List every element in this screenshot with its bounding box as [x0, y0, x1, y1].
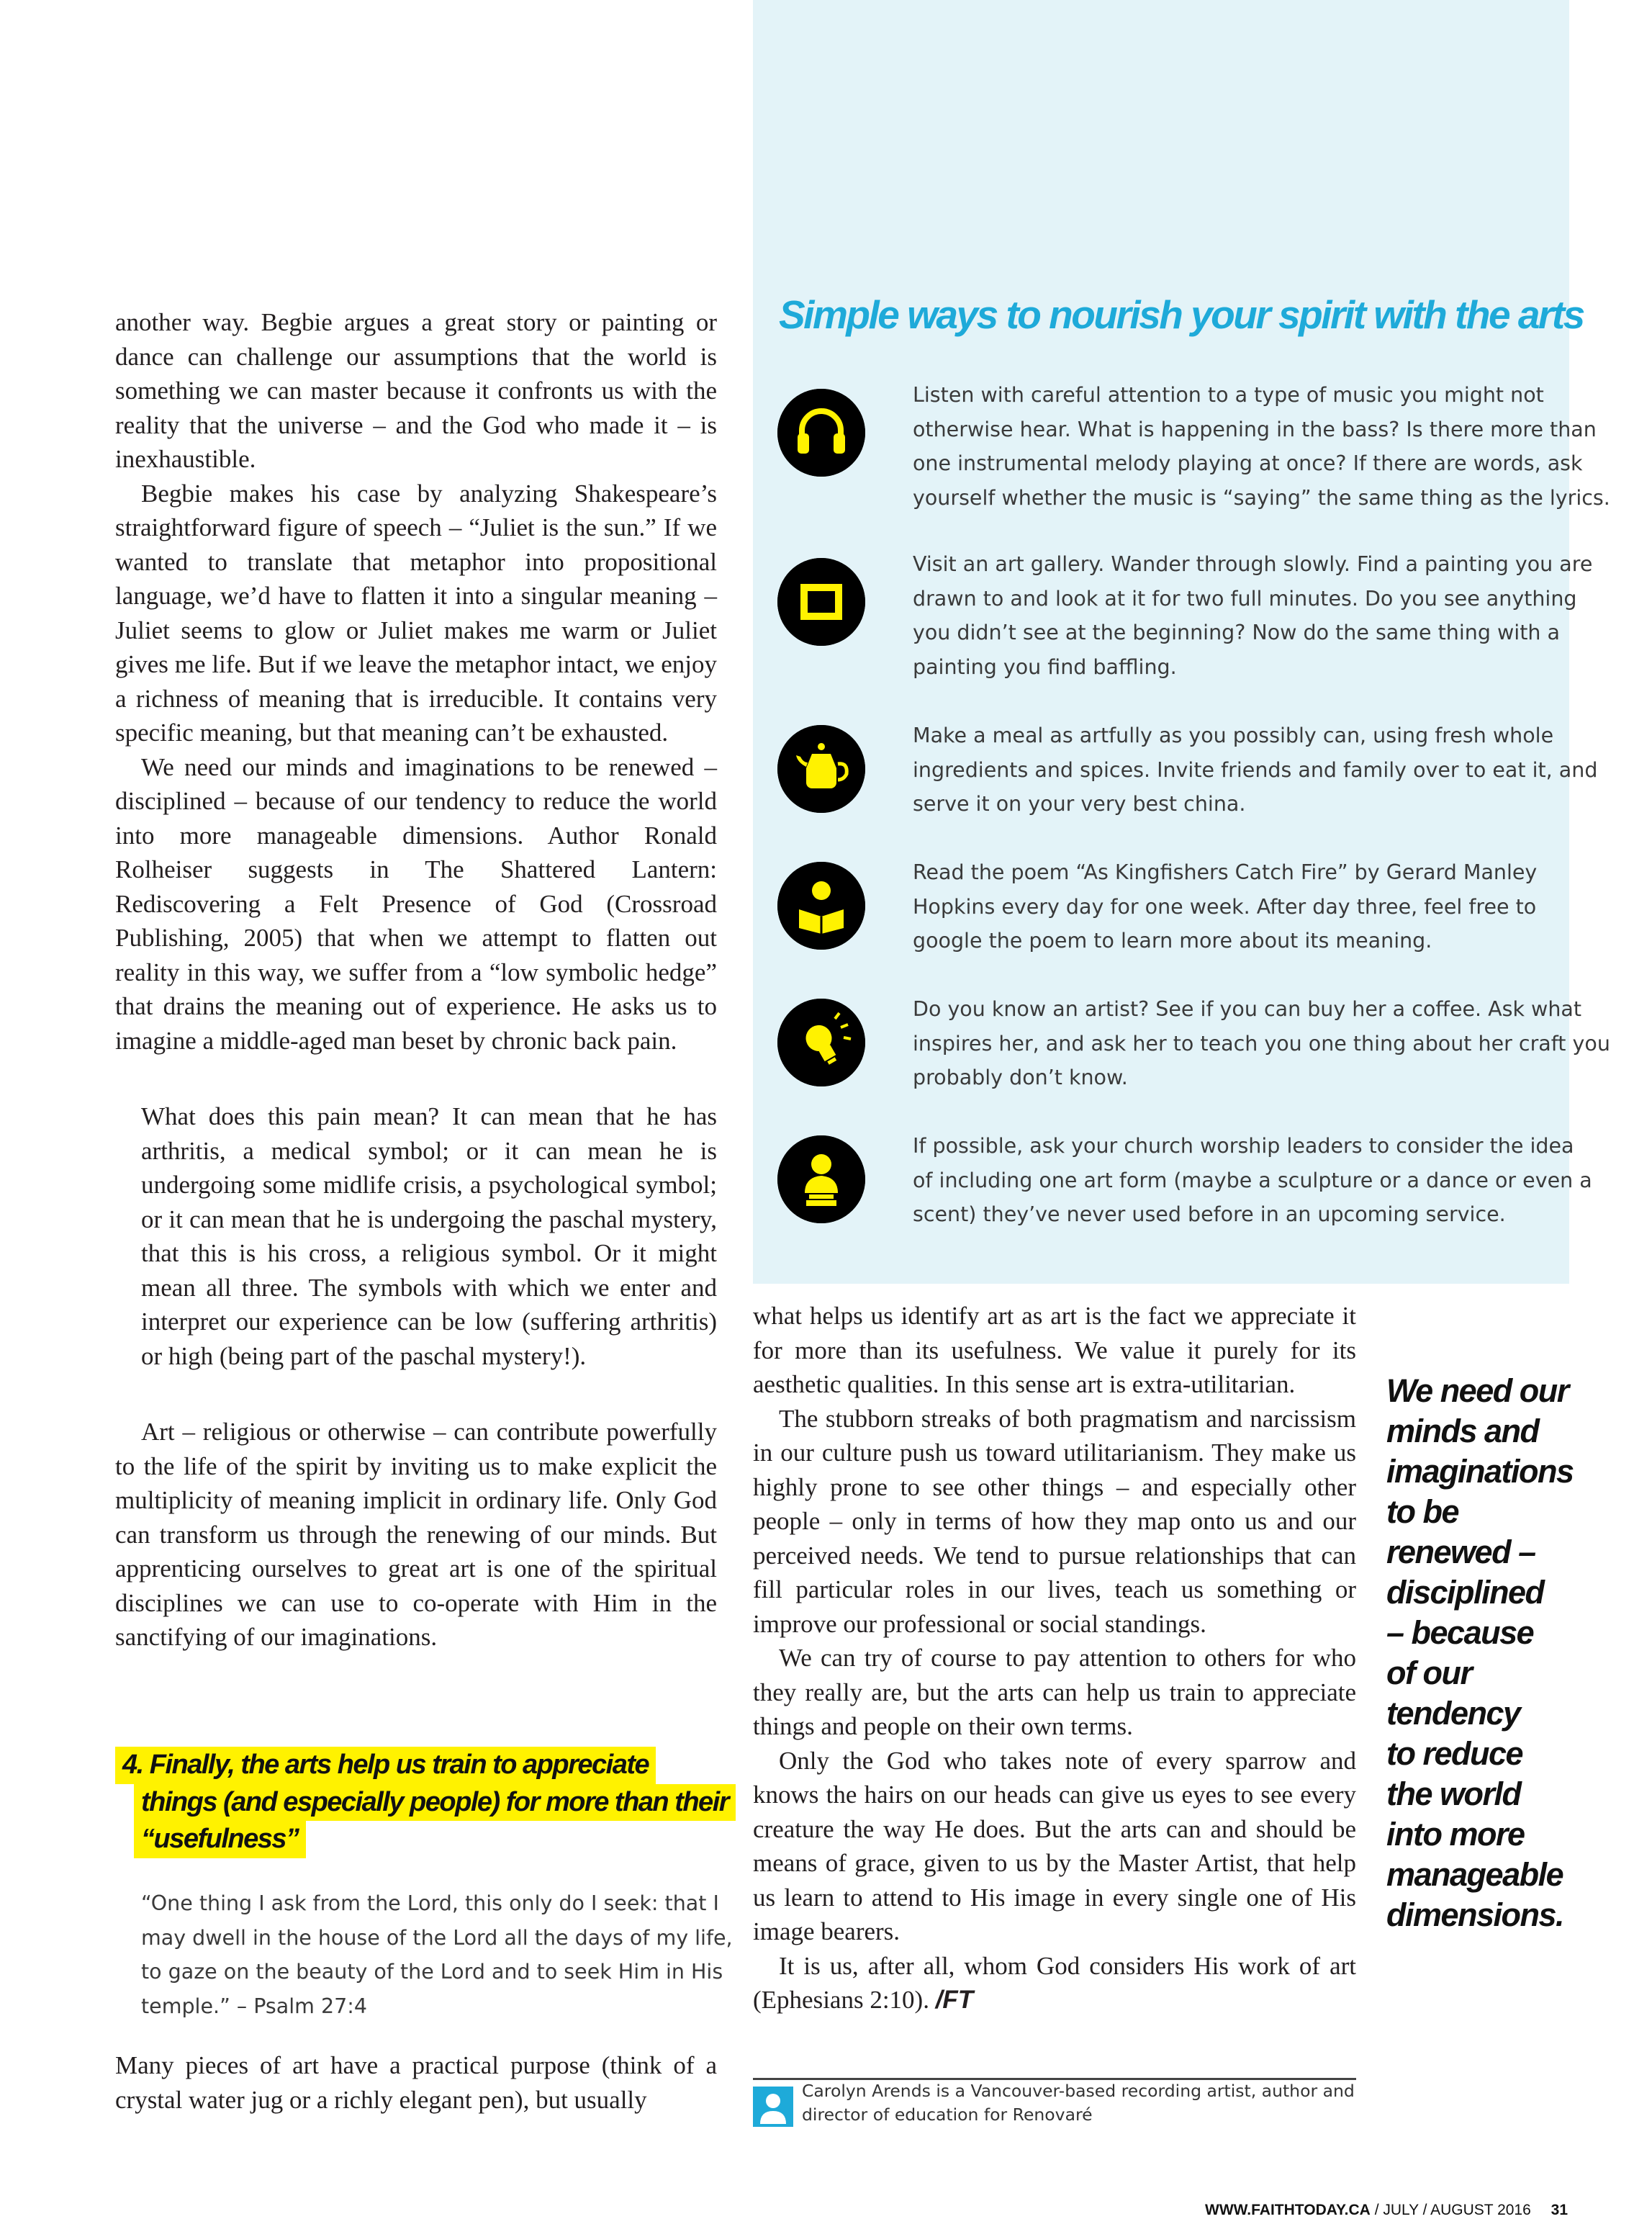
- highlighted-heading-line: 4. Finally, the arts help us train to appreciate: [115, 1747, 656, 1784]
- closing-paragraph: Many pieces of art have a practical purpose (think of a crystal water jug or a richly elegant pen), but usually: [115, 2051, 717, 2114]
- headphones-icon: [777, 389, 865, 477]
- tip-text: Visit an art gallery. Wander through slowly. Find a painting you are drawn to and look at it for two full minutes. Do you see anything you didn’t see at the beginning? Now do the same thing with a painting you find baffling.: [913, 552, 1593, 679]
- body-paragraph: We need our minds and imaginations to be renewed – disciplined – because of our tendency to reduce the world into more manageable dimensions. Author Ronald Rolheiser suggests in The Shattered Lantern: Rediscovering a Felt Presence of God (Crossroad Publishing, 2005) that when we attempt to flatten out reality in this way, we suffer from a “low symbolic hedge” that drains the meaning out of experience. He asks us to imagine a middle-aged man beset by chronic back pain.: [115, 752, 717, 1055]
- tip-text: Listen with careful attention to a type of music you might not otherwise hear. What is happening in the bass? Is there more than one instrumental melody playing at once? If there are words, ask yourself whether the music is “saying” the same thing as the lyrics.: [913, 383, 1610, 510]
- bust-sculpture-icon: [777, 1135, 865, 1223]
- body-paragraph: Only the God who takes note of every sparrow and knows the hairs on our heads can give us eyes to see every creature the way He does. But the arts can and should be means of grace, given to us by the Master Artist, that help us learn to attend to His image in every single one of His image bearers.: [753, 1746, 1356, 1945]
- section-heading-point-4: [115, 1747, 729, 1858]
- body-paragraph: what helps us identify art as art is the fact we appreciate it for more than its usefulness. We value it purely for its aesthetic qualities. In this sense art is extra-utilitarian.: [753, 1302, 1356, 1398]
- body-paragraph: It is us, after all, whom God considers His work of art (Ephesians 2:10). /FT: [753, 1951, 1356, 2014]
- block-quote: What does this pain mean? It can mean that he has arthritis, a medical symbol; or it can mean he is undergoing some midlife crisis, a psychological symbol; or it can mean that he is undergoing the paschal mystery, that this is his cross, a religious symbol. Or it might mean all three. The symbols with which we enter and interpret our experience can be low (suffering arthritis) or high (being part of the paschal mystery!).: [141, 1102, 717, 1370]
- footer-website: WWW.FAITHTODAY.CA: [1205, 2202, 1371, 2218]
- page-number: 31: [1551, 2202, 1568, 2218]
- tip-text: Make a meal as artfully as you possibly can, using fresh whole ingredients and spices. Invite friends and family over to eat it, and serve it on your very best china.: [913, 724, 1598, 816]
- picture-frame-icon: [777, 558, 865, 646]
- sidebar-title: Simple ways to nourish your spirit with the arts: [779, 292, 1584, 337]
- body-paragraph: We can try of course to pay attention to others for who they really are, but the arts can help us train to appreciate things and people on their own terms.: [753, 1644, 1356, 1740]
- body-paragraph: Art – religious or otherwise – can contribute powerfully to the life of the spirit by inviting us to make explicit the multiplicity of meaning implicit in ordinary life. Only God can transform us through the renewing of our minds. But apprenticing ourselves to great art is one of the spiritual disciplines we can use to co-operate with Him in the sanctifying of our imaginations.: [115, 1418, 717, 1651]
- body-paragraph: The stubborn streaks of both pragmatism and narcissism in our culture push us toward utilitarianism. They make us highly prone to see other things – and especially other people – only in terms of how they map onto us and our perceived needs. We tend to pursue relationships that can fill particular roles in our lives, teach us something or improve our professional or social standings.: [753, 1404, 1356, 1638]
- page-footer: [1205, 2202, 1568, 2219]
- teapot-icon: [777, 725, 865, 813]
- author-bio: Carolyn Arends is a Vancouver-based recording artist, author and director of education for Renovaré: [802, 2081, 1355, 2125]
- pull-quote: We need our minds and imaginations to be renewed – disciplined – because of our tendency to reduce the world into more manageable dimensions.: [1386, 1372, 1574, 1933]
- body-paragraph: another way. Begbie argues a great story or painting or dance can challenge our assumptions that the world is something we can master because it confronts us with the reality that the universe – and the God who made it – is inexhaustible.: [115, 308, 717, 473]
- author-avatar-icon: [753, 2087, 793, 2127]
- reader-icon: [777, 862, 865, 950]
- sidebar-box: [753, 0, 1610, 1284]
- footer-issue: / JULY / AUGUST 2016: [1374, 2202, 1531, 2218]
- highlighted-heading-line: “usefulness”: [134, 1821, 306, 1858]
- middle-column: [753, 1299, 1356, 2017]
- signoff-mark: /FT: [935, 1986, 974, 2014]
- highlighted-heading-line: things (and especially people) for more than their: [134, 1784, 736, 1822]
- tip-text: Read the poem “As Kingfishers Catch Fire” by Gerard Manley Hopkins every day for one week. After day three, feel free to google the poem to learn more about its meaning.: [913, 860, 1538, 953]
- body-paragraph: Begbie makes his case by analyzing Shakespeare’s straightforward figure of speech – “Juliet is the sun.” If we wanted to translate that metaphor into propositional language, we’d have to flatten it into a singular meaning – Juliet seems to glow or Juliet makes me warm or Juliet gives me life. But if we leave the metaphor intact, we enjoy a richness of meaning that is irreducible. It contains very specific meaning, but that meaning can’t be exhausted.: [115, 479, 717, 747]
- tip-text: Do you know an artist? See if you can buy her a coffee. Ask what inspires her, and ask her to teach you one thing about her craft you probably don’t know.: [913, 997, 1610, 1089]
- tip-text: If possible, ask your church worship leaders to consider the idea of including one art form (maybe a sculpture or a dance or even a scent) they’ve never used before in an upcoming service.: [913, 1134, 1592, 1226]
- left-column: [115, 305, 717, 1655]
- lightbulb-icon: [777, 999, 865, 1086]
- psalm-quote: “One thing I ask from the Lord, this only do I seek: that I may dwell in the house of the Lord all the days of my life, to gaze on the beauty of the Lord and to seek Him in His temple.” – Psalm 27:4: [141, 1891, 733, 2018]
